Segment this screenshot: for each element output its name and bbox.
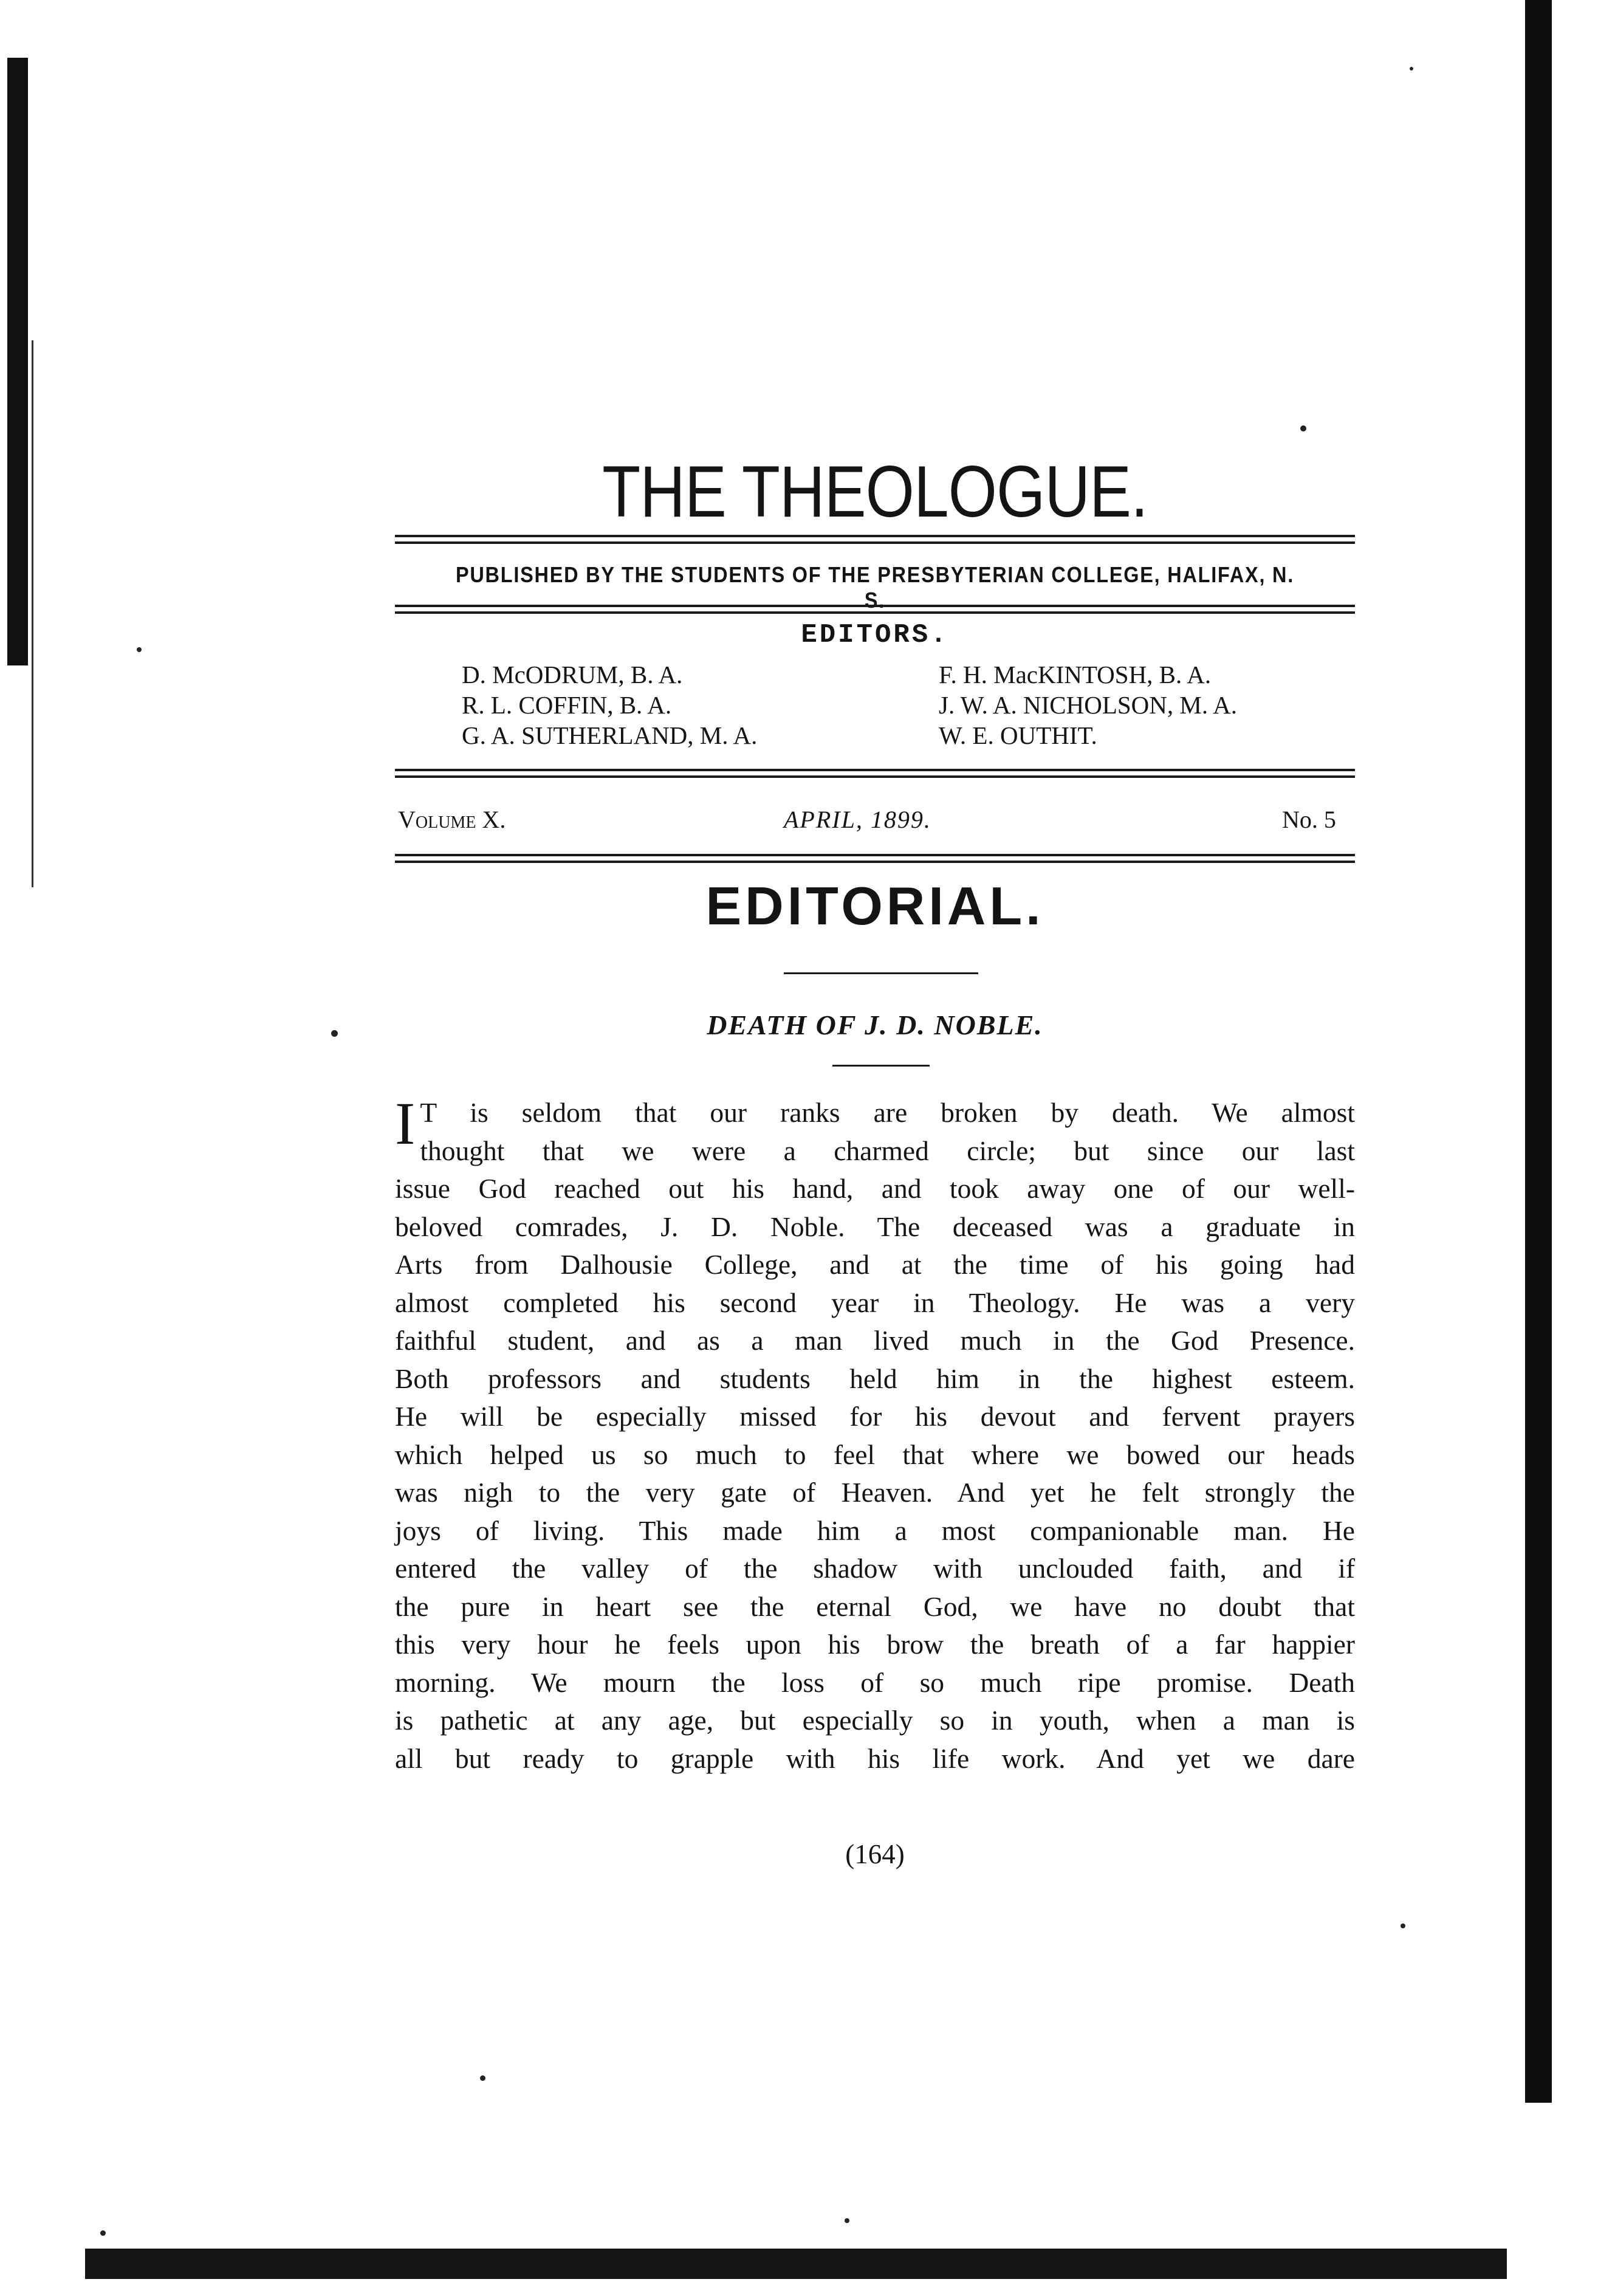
editor-name: D. McODRUM, B. A. xyxy=(462,661,683,689)
body-line: Both professors and students held him in the highest esteem. xyxy=(395,1363,1355,1394)
body-line: almost completed his second year in Theology. He was a very xyxy=(395,1287,1355,1318)
body-line: Arts from Dalhousie College, and at the time of his going had xyxy=(395,1249,1355,1280)
masthead-rule-middle xyxy=(395,605,1355,614)
editor-name: F. H. MacKINTOSH, B. A. xyxy=(939,661,1212,689)
publisher-line: PUBLISHED BY THE STUDENTS OF THE PRESBYTERIAN COLLEGE, HALIFAX, N. S. xyxy=(455,562,1295,613)
editor-name: W. E. OUTHIT. xyxy=(939,721,1097,749)
scan-edge-left-thin xyxy=(32,340,33,887)
editor-name: R. L. COFFIN, B. A. xyxy=(462,691,672,719)
article-body xyxy=(395,1090,1355,1778)
journal-title: THE THEOLOGUE. xyxy=(602,451,1148,532)
article-rule xyxy=(832,1065,930,1067)
editors-heading: EDITORS. xyxy=(801,620,949,650)
scan-speck xyxy=(100,2230,106,2236)
body-line: beloved comrades, J. D. Noble. The deceased was a graduate in xyxy=(395,1211,1355,1242)
scan-edge-bottom xyxy=(85,2249,1507,2279)
scan-speck xyxy=(137,647,142,652)
drop-cap: I xyxy=(395,1090,416,1157)
scan-speck xyxy=(331,1030,338,1037)
body-line: issue God reached out his hand, and took away one of our well- xyxy=(395,1173,1355,1204)
body-line: thought that we were a charmed circle; but since our last xyxy=(420,1135,1355,1166)
masthead-rule-editors xyxy=(395,769,1355,778)
scan-edge-left xyxy=(7,58,28,665)
section-title: EDITORIAL. xyxy=(705,876,1044,936)
editors-list-right xyxy=(939,659,1237,751)
masthead-rule-top xyxy=(395,535,1355,544)
article-title: DEATH OF J. D. NOBLE. xyxy=(707,1009,1043,1040)
body-line: the pure in heart see the eternal God, we have no doubt that xyxy=(395,1590,1355,1622)
body-line: was nigh to the very gate of Heaven. And yet he felt strongly the xyxy=(395,1477,1355,1508)
body-line: He will be especially missed for his devout and fervent prayers xyxy=(395,1401,1355,1432)
body-line: this very hour he feels upon his brow the breath of a far happier xyxy=(395,1629,1355,1660)
body-line: faithful student, and as a man lived much in the God Presence. xyxy=(395,1325,1355,1356)
scan-edge-right xyxy=(1525,0,1552,2103)
body-line: is pathetic at any age, but especially so in youth, when a man is xyxy=(395,1705,1355,1736)
issue-date: APRIL, 1899. xyxy=(784,806,931,833)
scan-speck xyxy=(845,2218,849,2223)
section-rule xyxy=(784,972,978,974)
editor-name: J. W. A. NICHOLSON, M. A. xyxy=(939,691,1237,719)
body-line: morning. We mourn the loss of so much ripe promise. Death xyxy=(395,1666,1355,1698)
volume-label: Volume X. xyxy=(398,806,506,833)
scan-speck xyxy=(1401,1923,1405,1928)
scan-speck xyxy=(1410,67,1413,70)
scan-speck xyxy=(1300,425,1306,431)
page-number: (164) xyxy=(845,1839,905,1869)
issue-number: No. 5 xyxy=(1282,806,1336,833)
editors-list-left xyxy=(462,659,757,751)
body-line: entered the valley of the shadow with unclouded faith, and if xyxy=(395,1553,1355,1584)
body-line: T is seldom that our ranks are broken by death. We almost xyxy=(420,1097,1355,1128)
body-line: all but ready to grapple with his life work. And yet we dare xyxy=(395,1742,1355,1774)
scan-speck xyxy=(480,2075,485,2081)
body-line: which helped us so much to feel that where we bowed our heads xyxy=(395,1438,1355,1470)
editor-name: G. A. SUTHERLAND, M. A. xyxy=(462,721,758,749)
masthead-rule-bottom xyxy=(395,854,1355,863)
body-line: joys of living. This made him a most companionable man. He xyxy=(395,1514,1355,1546)
